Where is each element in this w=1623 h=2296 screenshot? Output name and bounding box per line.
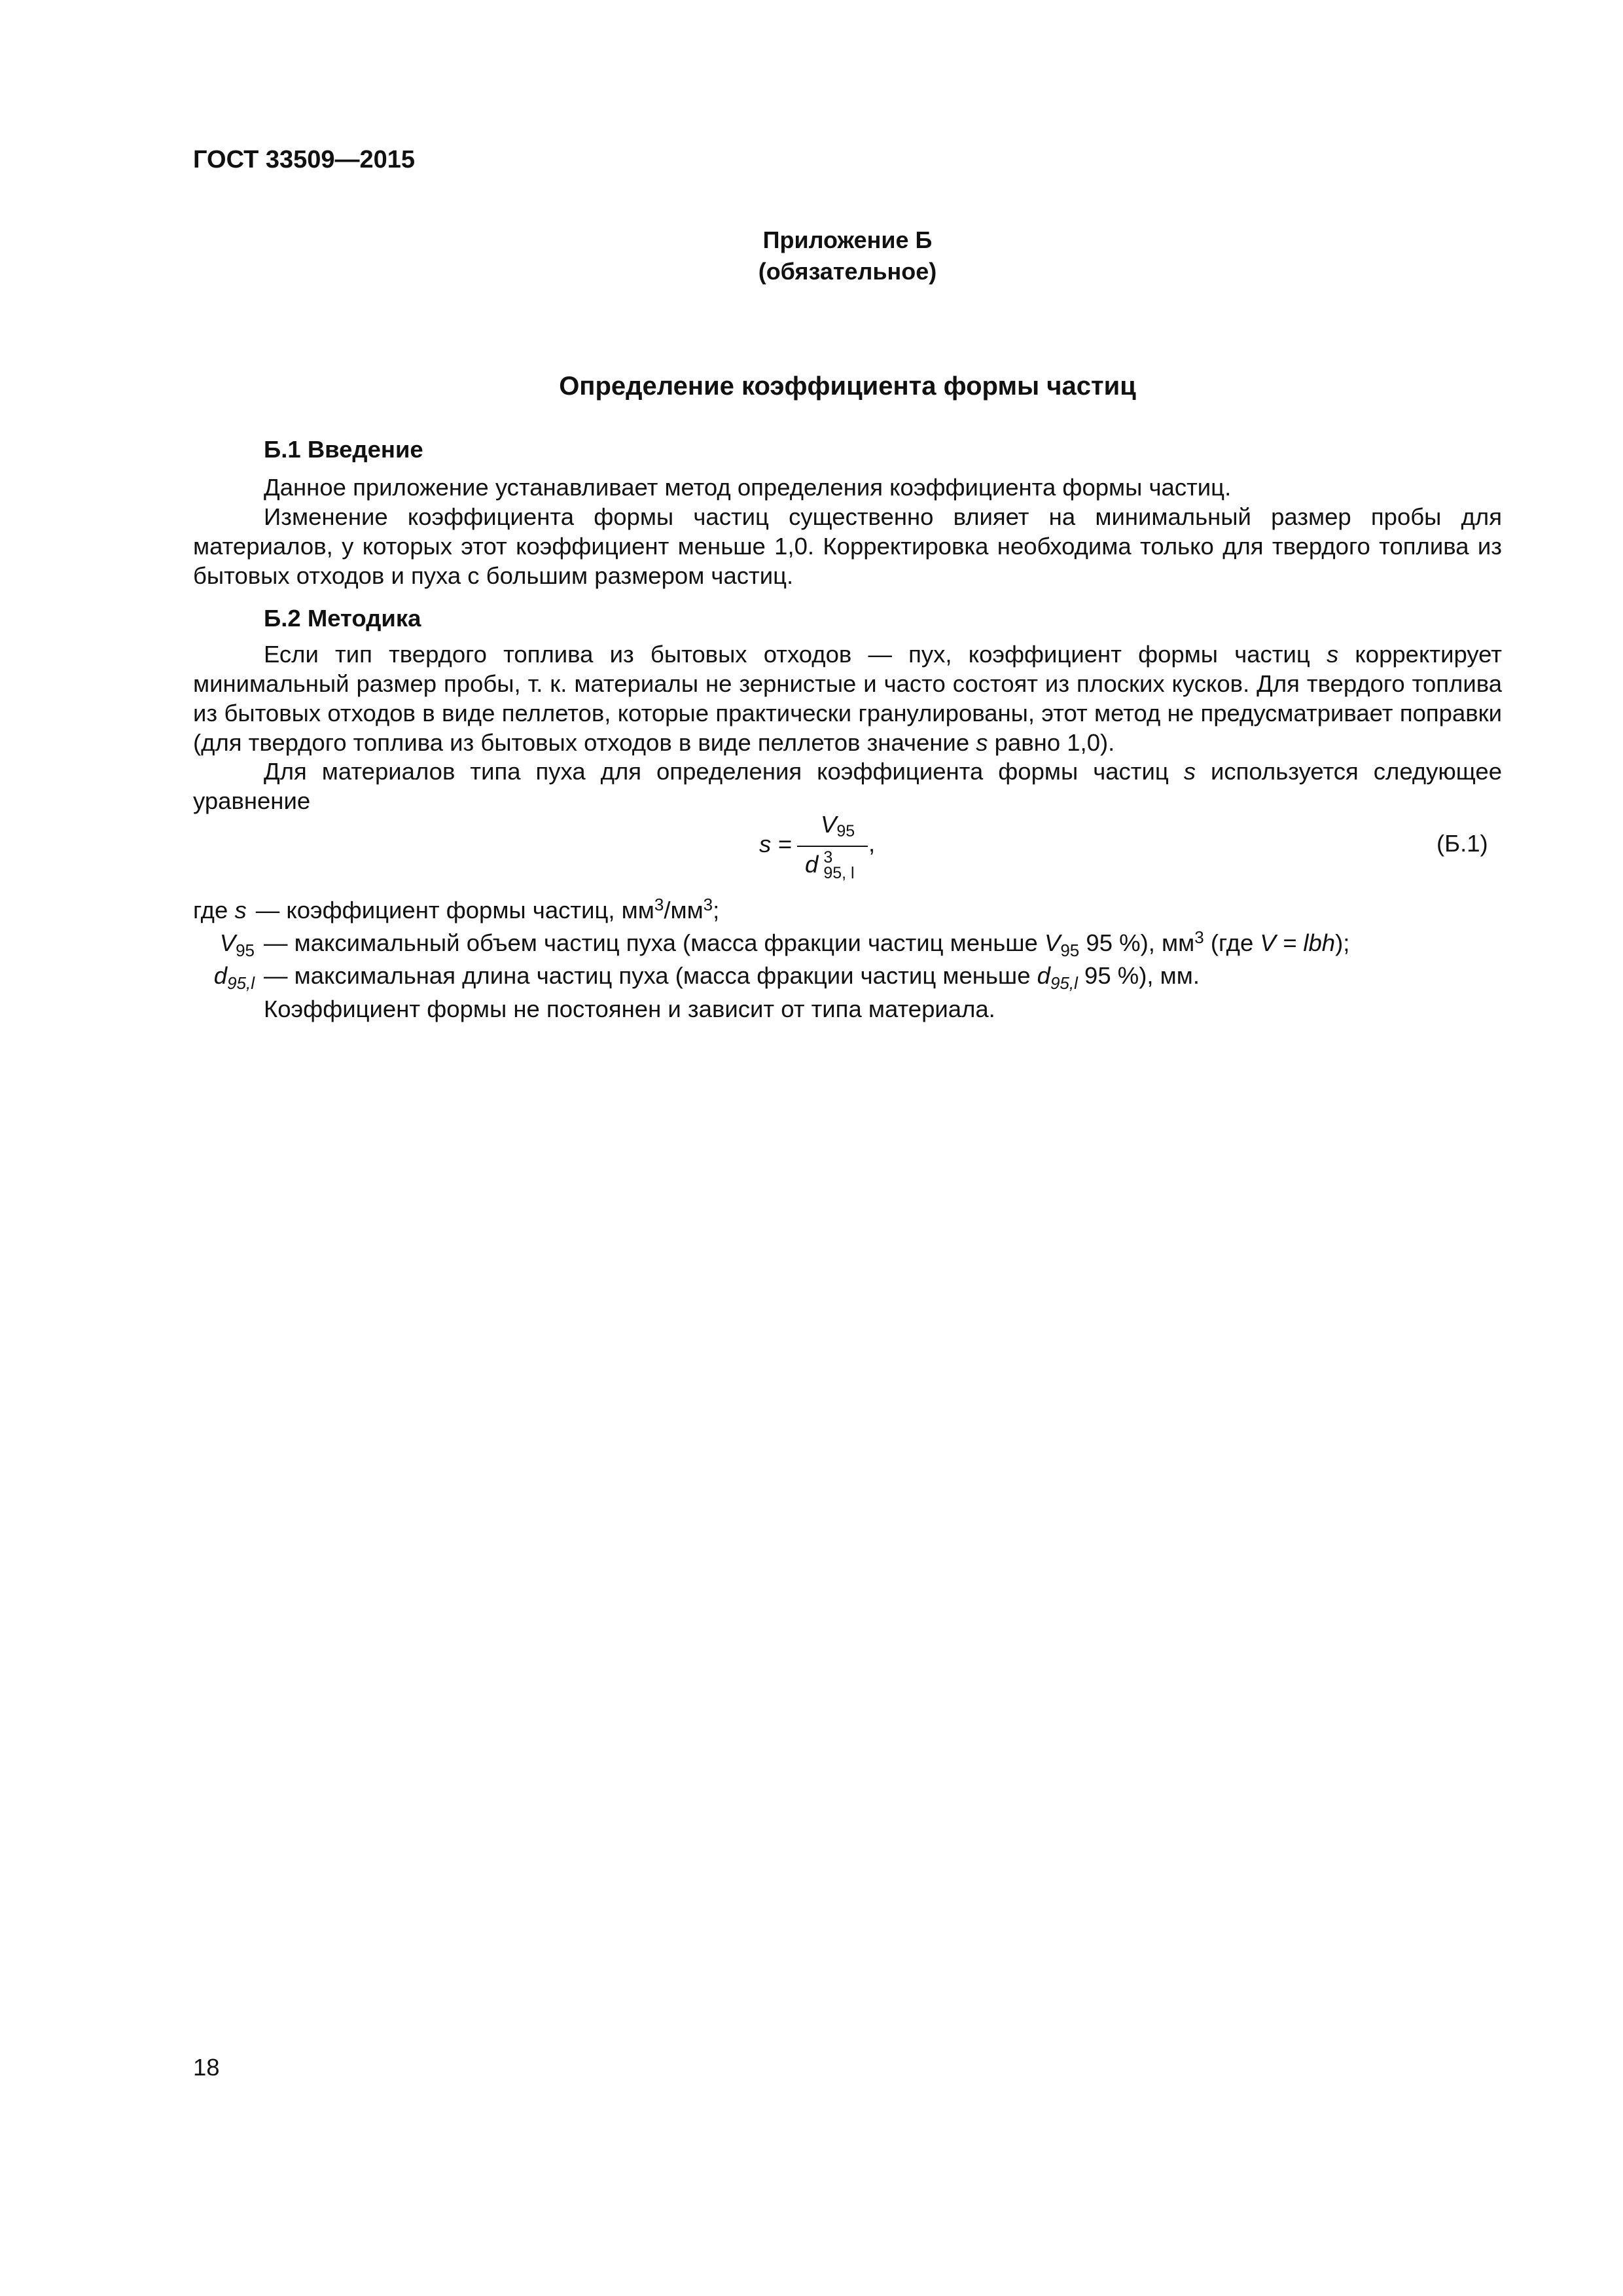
equation-numerator: $V_{95}$ (821, 811, 855, 840)
paragraph-b1-1: Данное приложение устанавливает метод определения коэффициента формы частиц. (264, 474, 1232, 501)
closing-paragraph: Коэффициент формы не постоянен и зависит от типа материала. (264, 996, 995, 1022)
paragraph-b2-1: Если тип твердого топлива из бытовых отходов — пух, коэффициент формы частиц s корректирует минимальный размер пробы, т. к. материалы не зернистые и часто состоят из плоских кусков. Для твердого топлива из бытовых отходов в виде пеллетов, которые практически гранулированы, этот метод не предусматривает поправки (для твердого топлива из бытовых отходов в виде пеллетов значение s равно 1,0). (193, 641, 1502, 756)
paragraph-b1-2: Изменение коэффициента формы частиц существенно влияет на минимальный размер пробы для материалов, у которых этот коэффициент меньше 1,0. Корректировка необходима только для твердого топлива из бытовых отходов и пуха с большим размером частиц. (193, 503, 1502, 589)
equation-lhs: s = (759, 831, 792, 857)
where-line-s: где s — коэффициент формы частиц, $мм^3/мм^3$; (193, 895, 720, 924)
appendix-title: Приложение Б (762, 226, 933, 253)
subsection-heading-b2: Б.2 Методика (264, 605, 421, 632)
page-number: 18 (193, 2054, 220, 2081)
equation-denominator: d 3 95, l (805, 848, 855, 882)
appendix-status: (обязательное) (758, 258, 937, 285)
where-line-d95: $d_{95,l}$ — максимальная длина частиц пуха (масса фракции частиц меньше $d_{95,l}$ 95 %), мм. (213, 962, 1200, 993)
paragraph-b2-2: Для материалов типа пуха для определения коэффициента формы частиц s используется следующее уравнение (193, 758, 1502, 814)
equation-comma: , (868, 830, 876, 857)
document-header: ГОСТ 33509—2015 (193, 146, 416, 173)
equation-label: (Б.1) (1436, 830, 1488, 857)
section-title: Определение коэффициента формы частиц (559, 372, 1136, 401)
where-line-v95: $V_{95}$ — максимальный объем частиц пуха (масса фракции частиц меньше $V_{95}$ 95 %), $мм^3$ (где V = lbh); (219, 927, 1350, 960)
subsection-heading-b1: Б.1 Введение (264, 436, 423, 463)
